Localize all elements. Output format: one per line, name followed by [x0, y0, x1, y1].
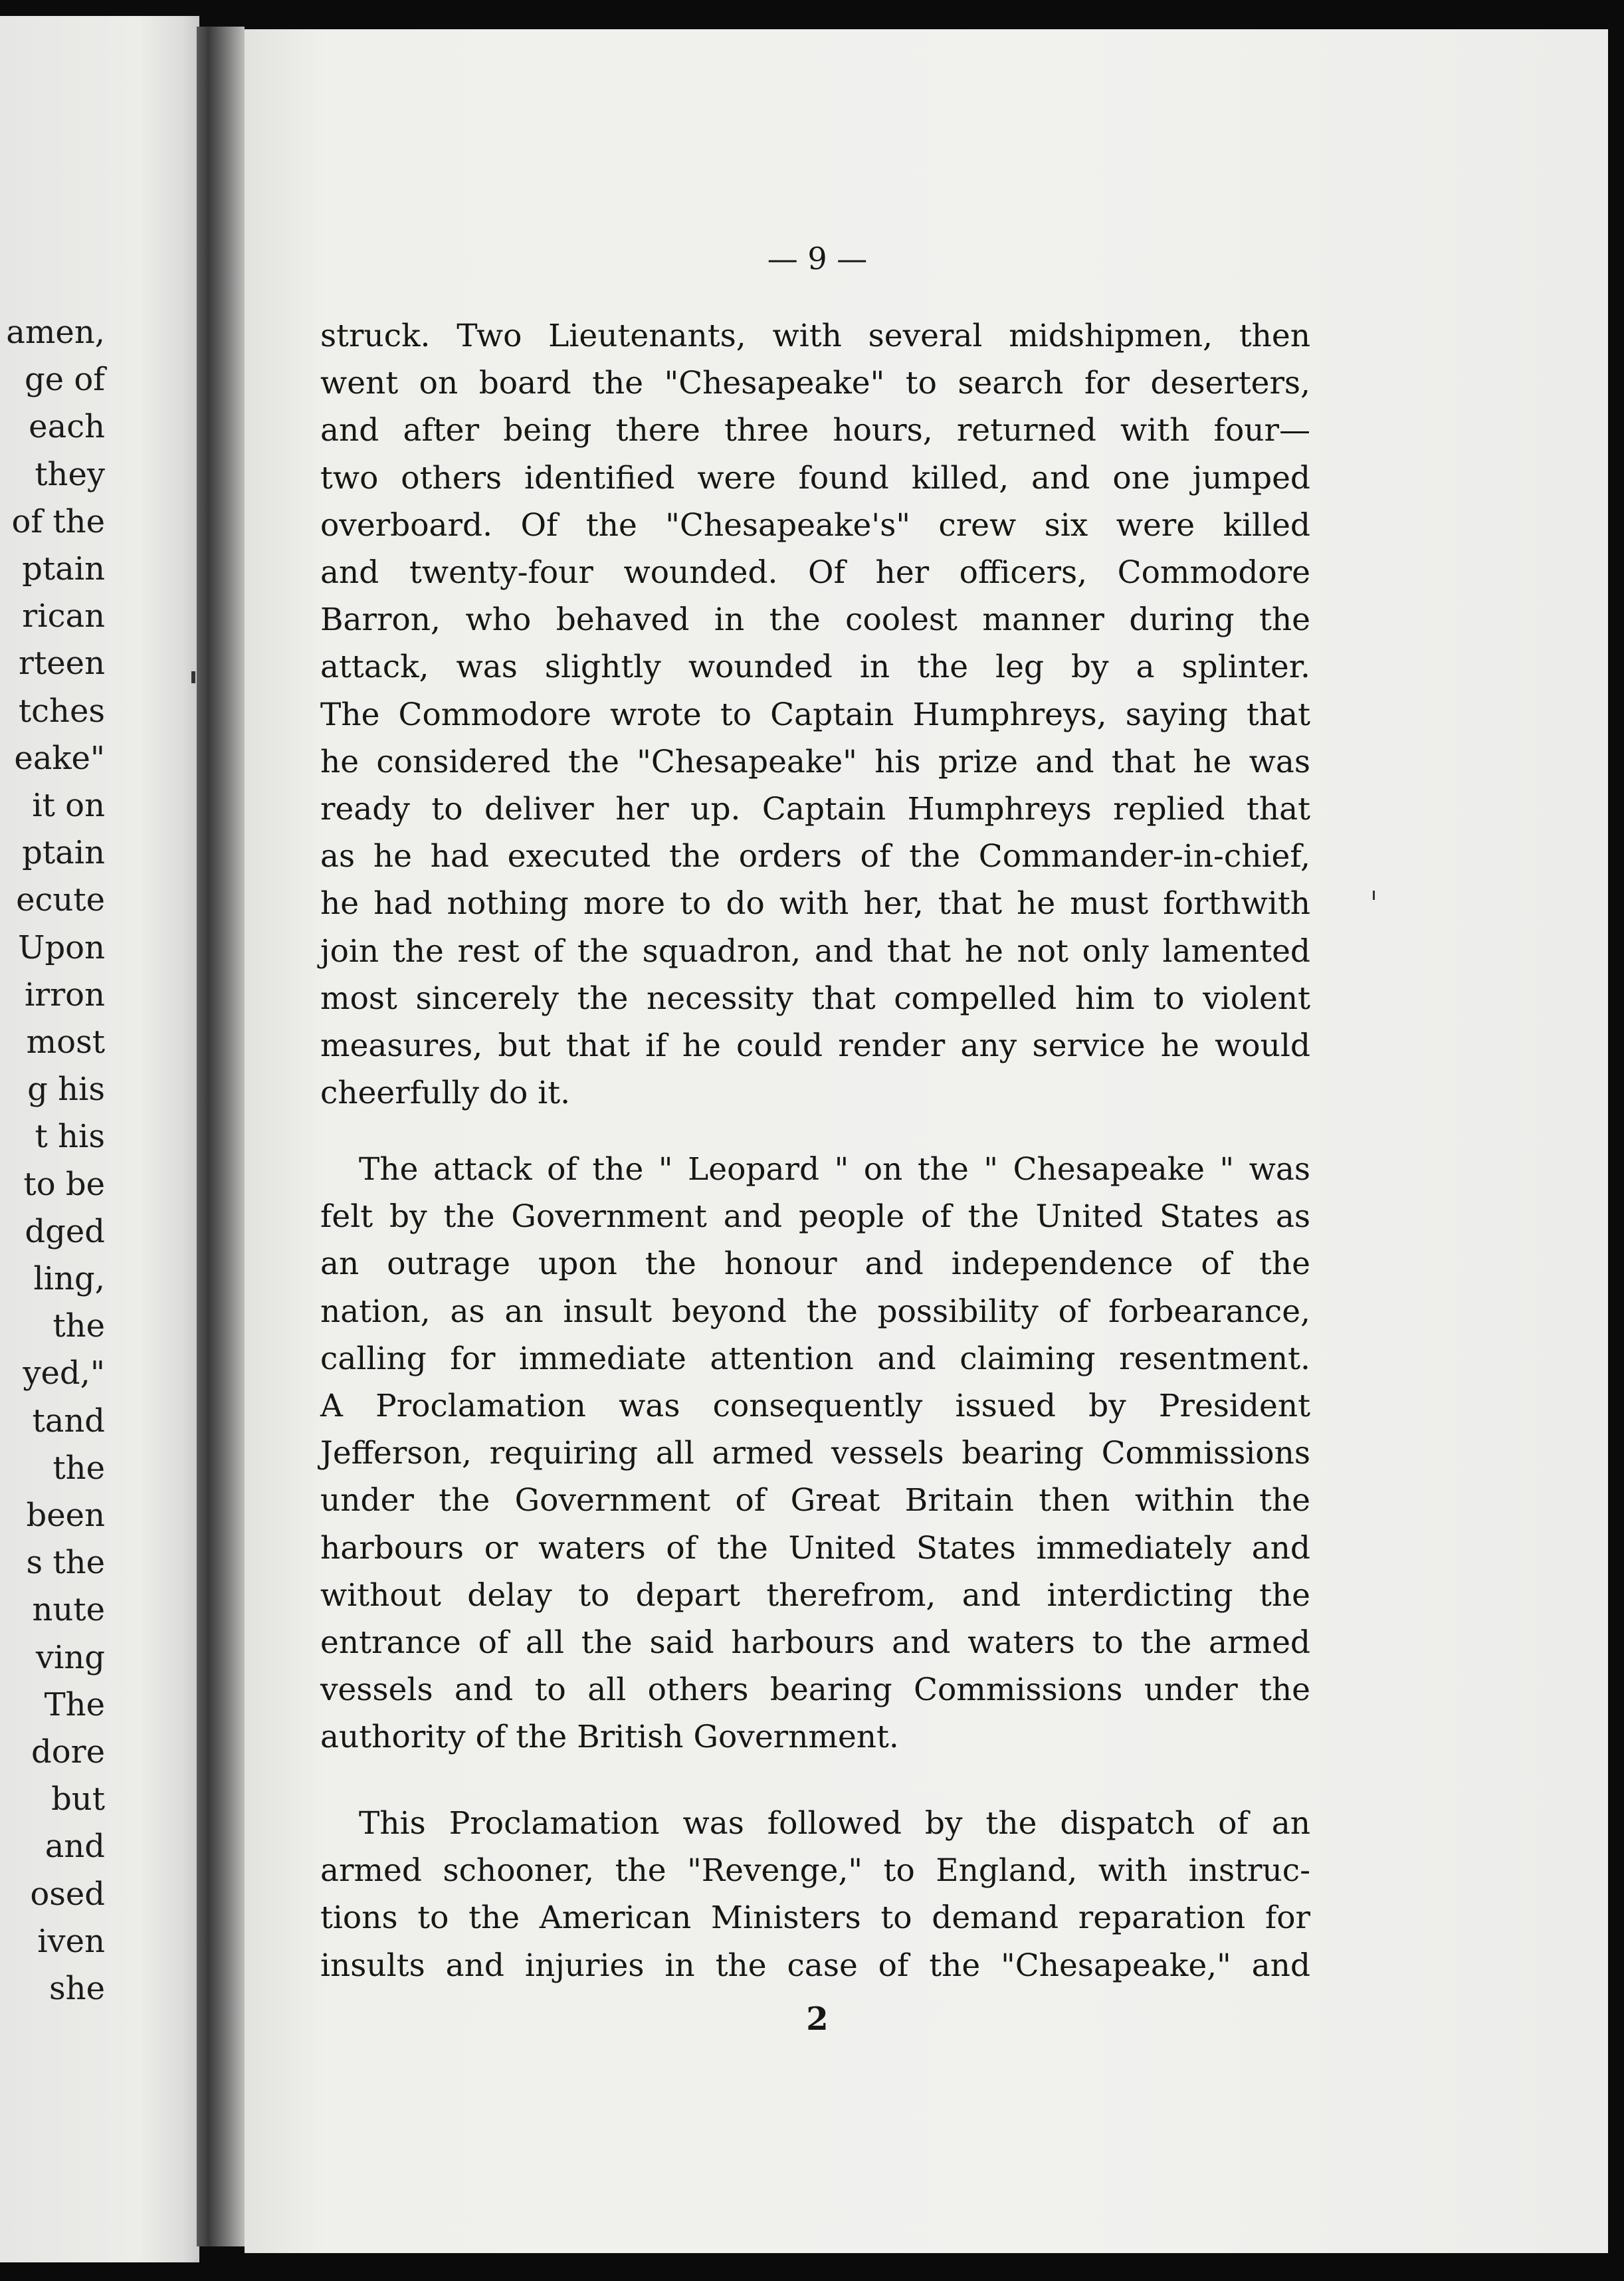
page-number: — 9 —: [767, 241, 868, 276]
left-page-fragment: the: [52, 1449, 105, 1487]
paragraph-1-line: join the rest of the squadron, and that he not only lamented: [320, 932, 1310, 970]
left-page-fragment: eake": [14, 739, 105, 777]
paragraph-3-line: This Proclamation was followed by the dispatch of an: [359, 1805, 1310, 1842]
left-page-fragment: the: [52, 1307, 105, 1345]
book-gutter: [197, 27, 245, 2246]
paragraph-1-line: went on board the "Chesapeake" to search for deserters,: [320, 365, 1310, 402]
left-page-fragment: each: [29, 408, 105, 446]
left-page-fragment: ling,: [33, 1260, 105, 1297]
paragraph-1-line: attack, was slightly wounded in the leg by a splinter.: [320, 649, 1310, 686]
signature-mark: 2: [806, 2001, 829, 2038]
paragraph-1-line: measures, but that if he could render any service he would: [320, 1028, 1310, 1064]
left-page-fragment: tand: [32, 1402, 105, 1440]
paragraph-1-line: The Commodore wrote to Captain Humphreys, saying that: [320, 696, 1310, 733]
left-page-fragment: rican: [22, 597, 105, 635]
left-page-fragment: ecute: [16, 881, 105, 919]
paragraph-2-line: an outrage upon the honour and independence of the: [320, 1246, 1310, 1283]
left-page-fragment: she: [49, 1970, 105, 2007]
paragraph-1-line: ready to deliver her up. Captain Humphreys replied that: [320, 791, 1310, 827]
paragraph-2-line: under the Government of Great Britain then within the: [320, 1482, 1310, 1519]
left-page-fragment: g his: [27, 1071, 105, 1109]
paragraph-2-line: calling for immediate attention and claiming resentment.: [320, 1340, 1310, 1377]
left-page-fragment: t his: [35, 1118, 105, 1156]
paragraph-1-line: two others identified were found killed, and one jumped: [320, 459, 1310, 496]
left-page-fragment: been: [26, 1497, 105, 1534]
paragraph-2-line: harbours or waters of the United States immediately and: [320, 1529, 1310, 1567]
left-page-fragment: they: [35, 455, 105, 493]
left-page-fragment: of the: [11, 502, 105, 540]
paragraph-2-line: authority of the British Government.: [320, 1719, 899, 1756]
paragraph-3-line: armed schooner, the "Revenge," to England, with instruc-: [320, 1852, 1310, 1890]
paragraph-2-line: without delay to depart therefrom, and interdicting the: [320, 1576, 1310, 1614]
paragraph-1-line: he had nothing more to do with her, that he must forthwith: [320, 885, 1310, 923]
paragraph-2-line: felt by the Government and people of the United States as: [320, 1198, 1310, 1236]
left-page-fragment: it on: [32, 787, 105, 824]
paragraph-1-line: overboard. Of the "Chesapeake's" crew six were killed: [320, 506, 1310, 544]
left-page-fragment: s the: [26, 1544, 105, 1582]
paragraph-1-line: struck. Two Lieutenants, with several midshipmen, then: [320, 318, 1310, 354]
left-page-fragment: dore: [31, 1733, 105, 1771]
paragraph-1-line: most sincerely the necessity that compelled him to violent: [320, 980, 1310, 1017]
left-page-fragment: and: [45, 1828, 105, 1866]
paragraph-2-line: vessels and to all others bearing Commissions under the: [320, 1672, 1310, 1709]
left-page-fragment: ptain: [22, 834, 105, 872]
paragraph-1-line: as he had executed the orders of the Commander-in-chief,: [320, 838, 1310, 875]
left-page-fragment: ge of: [24, 361, 105, 399]
left-page-fragment: The: [44, 1685, 105, 1723]
left-page-fragment: ving: [35, 1638, 105, 1676]
left-page-fragment: amen,: [6, 314, 105, 351]
scan-speck: [191, 671, 195, 683]
paragraph-2-line: entrance of all the said harbours and waters to the armed: [320, 1624, 1310, 1661]
left-page-fragment: ptain: [22, 550, 105, 588]
left-page-fragment: tches: [18, 692, 105, 730]
left-page-fragment: most: [26, 1024, 105, 1061]
scan-speck: [1373, 891, 1375, 900]
left-page: [0, 16, 199, 2262]
paragraph-3-line: tions to the American Ministers to demand reparation for: [320, 1900, 1310, 1937]
paragraph-1-line: and twenty-four wounded. Of her officers, Commodore: [320, 554, 1310, 591]
paragraph-1-line: he considered the "Chesapeake" his prize and that he was: [320, 743, 1310, 780]
left-page-fragment: yed,": [23, 1355, 105, 1392]
paragraph-1-line: Barron, who behaved in the coolest manner during the: [320, 601, 1310, 639]
paragraph-2-line: Jefferson, requiring all armed vessels bearing Commissions: [320, 1435, 1310, 1472]
left-page-fragment: nute: [32, 1591, 105, 1629]
paragraph-2-line: A Proclamation was consequently issued by President: [320, 1388, 1310, 1424]
paragraph-1-line: cheerfully do it.: [320, 1075, 571, 1112]
paragraph-2-line: nation, as an insult beyond the possibility of forbearance,: [320, 1293, 1310, 1330]
left-page-fragment: rteen: [19, 645, 105, 683]
left-page-fragment: Upon: [18, 928, 105, 966]
left-page-fragment: iven: [37, 1922, 105, 1960]
left-page-fragment: irron: [24, 976, 105, 1014]
paragraph-2-line: The attack of the " Leopard " on the " Chesapeake " was: [359, 1151, 1310, 1188]
left-page-fragment: dged: [25, 1212, 105, 1250]
left-page-fragment: but: [51, 1781, 105, 1818]
paragraph-3-line: insults and injuries in the case of the "Chesapeake," and: [320, 1947, 1310, 1984]
paragraph-1-line: and after being there three hours, returned with four—: [320, 412, 1310, 449]
left-page-fragment: to be: [23, 1165, 105, 1203]
left-page-fragment: osed: [30, 1875, 105, 1913]
